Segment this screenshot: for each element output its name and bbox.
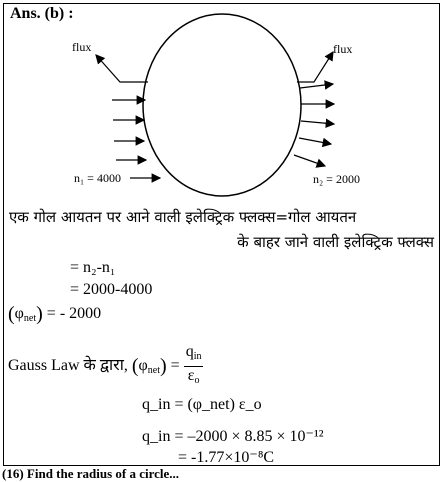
equation-qin-value: q_in = –2000 × 8.85 × 10⁻¹²: [142, 428, 324, 445]
statement-line-2: के बाहर जाने वाली इलेक्ट्रिक फ्लक्स: [237, 233, 434, 251]
outgoing-arrow: [299, 138, 331, 144]
flux-pointer-left: [96, 55, 148, 82]
flux-diagram: [0, 0, 446, 200]
statement-line-1: एक गोल आयतन पर आने वाली इलेक्ट्रिक फ्लक्स=गोल आयतन: [9, 208, 357, 226]
equation-n2-minus-n1: = n₂-n₁: [70, 259, 116, 276]
gauss-law-label: Gauss Law के द्वारा,: [8, 357, 128, 375]
n2-label: n₂ = 2000: [313, 172, 360, 186]
outgoing-arrow: [301, 121, 334, 124]
outgoing-arrow: [300, 84, 333, 88]
next-question-footer: (16) Find the radius of a circle...: [2, 466, 180, 481]
flux-label-right: flux: [333, 42, 353, 56]
qin-over-eps-fraction: $\frac{q_{in}}{\varepsilon_o}$: [185, 343, 202, 386]
n1-label: n₁ = 4000: [74, 171, 121, 185]
equation-2000-minus-4000: = 2000-4000: [70, 281, 153, 298]
equation-result: = -1.77×10⁻⁸C: [178, 449, 275, 466]
outgoing-arrow: [294, 155, 325, 166]
equation-qin-phi-eps: q_in = (φ_net) ε_o: [142, 396, 262, 413]
flux-pointer-right: [297, 52, 333, 82]
answer-label: Ans. (b) :: [10, 5, 74, 22]
flux-label-left: flux: [72, 40, 92, 54]
phi-net-equation: $(\varphi_{net})$ = - 2000: [8, 303, 102, 325]
phi-net-value: = - 2000: [46, 305, 102, 322]
gauss-law-line: Gauss Law के द्वारा, $(\varphi_{net})$ = $\frac{q_{in}}{\varepsilon_o}$: [8, 343, 203, 390]
gaussian-sphere: [143, 14, 301, 196]
